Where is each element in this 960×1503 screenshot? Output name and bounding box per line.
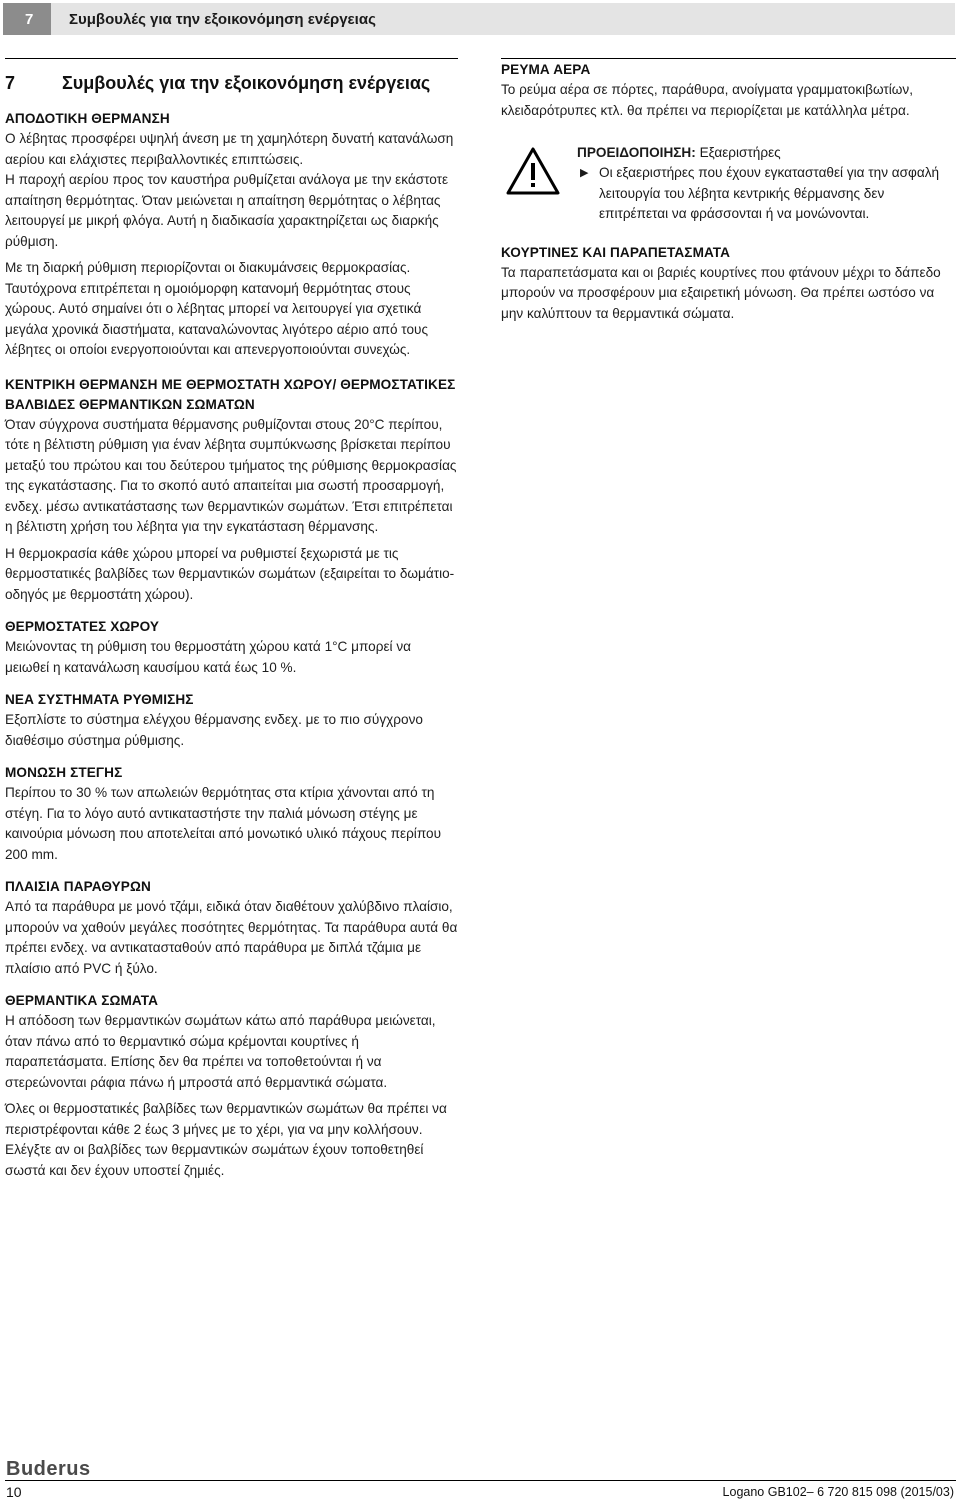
warning-content [577,143,956,225]
section-curtains [501,243,956,325]
right-column [501,58,956,324]
section-heading: ΘΕΡΜΑΝΤΙΚΑ ΣΩΜΑΤΑ [5,993,159,1008]
paragraph: Εξοπλίστε το σύστημα ελέγχου θέρμανσης ενδεχ. με το πιο σύγχρονο διαθέσιμο σύστημα ρύθμισης. [5,712,423,748]
header-chapter-number: 7 [3,3,51,35]
section-heading: ΡΕΥΜΑ ΑΕΡΑ [501,62,591,77]
section-efficient-heating [5,109,458,361]
paragraph: Όλες οι θερμοστατικές βαλβίδες των θερμαντικών σωμάτων θα πρέπει να περιστρέφονται κάθε 2 έως 3 μήνες με το χέρι, για να μην κολλήσουν. [5,1101,447,1137]
paragraph: Το ρεύμα αέρα σε πόρτες, παράθυρα, ανοίγματα γραμματοκιβωτίων, κλειδαρότρυπες κτλ. θα πρέπει να περιορίζεται με κατάλληλα μέτρα. [501,82,913,118]
warning-label: ΠΡΟΕΙΔΟΠΟΙΗΣΗ: [577,145,696,160]
triangle-bullet-icon: ▶ [580,167,589,179]
paragraph: Τα παραπετάσματα και οι βαριές κουρτίνες που φτάνουν μέχρι το δάπεδο μπορούν να προσφέρουν μια εξαιρετική μόνωση. Θα πρέπει ωστόσο να μην καλύπτουν τα θερμαντικά σώματα. [501,264,941,321]
section-window-frames [5,877,458,979]
warning-item [577,163,956,225]
section-heading: ΚΕΝΤΡΙΚΗ ΘΕΡΜΑΝΣΗ ΜΕ ΘΕΡΜΟΣΤΑΤΗ ΧΩΡΟΥ/ ΘΕΡΜΟΣΤΑΤΙΚΕΣ ΒΑΛΒΙΔΕΣ ΘΕΡΜΑΝΤΙΚΩΝ ΣΩΜΑΤΩΝ [5,376,456,412]
section-new-control-systems [5,690,458,751]
paragraph: Με τη διαρκή ρύθμιση περιορίζονται οι διακυμάνσεις θερμοκρασίας. Ταυτόχρονα επιτρέπεται η ομοιόμορφη κατανομή θερμότητας στους χώρους. Αυτό σημαίνει ότι ο λέβητας μπορεί να λειτουργεί για σχετικά μεγάλα χρονικά διαστήματα, καταναλώνοντας λιγότερο αέριο από τους λέβητες οι οποίοι ενεργοποιούνται και απενεργοποιούνται συνεχώς. [5,260,429,357]
section-airflow [501,60,956,121]
section-radiators [5,991,458,1181]
document-id: Logano GB102– 6 720 815 098 (2015/03) [722,1485,954,1499]
warning-block [501,143,956,225]
section-roof-insulation [5,763,458,865]
warning-title [577,143,956,163]
paragraph: Μειώνοντας τη ρύθμιση του θερμοστάτη χώρου κατά 1°C μπορεί να μειωθεί η κατανάλωση καυσίμου κατά έως 10 %. [5,639,411,675]
header-chapter-title: Συμβουλές για την εξοικονόμηση ενέργειας [51,3,955,35]
paragraph: Η θερμοκρασία κάθε χώρου μπορεί να ρυθμιστεί ξεχωριστά με τις θερμοστατικές βαλβίδες των θερμαντικών σωμάτων (εξαιρείται το δωμάτιο-οδηγός με θερμοστάτη χώρου). [5,545,455,602]
paragraph: Ελέγξτε αν οι βαλβίδες των θερμαντικών σωμάτων έχουν τοποθετηθεί σωστά και δεν έχουν υποστεί ζημιές. [5,1142,424,1178]
paragraph: Η παροχή αερίου προς τον καυστήρα ρυθμίζεται ανάλογα με την εκάστοτε απαίτηση θερμότητας. Όταν μειώνεται η απαίτηση θερμότητας ο λέβητας λειτουργεί με μικρή φλόγα. Αυτή η διαδικασία χαρακτηρίζεται ως διαρκής ρύθμιση. [5,172,449,249]
chapter-number: 7 [5,73,16,93]
section-heading: ΠΛΑΙΣΙΑ ΠΑΡΑΘΥΡΩΝ [5,879,151,894]
chapter-heading [5,73,458,94]
paragraph: Από τα παράθυρα με μονό τζάμι, ειδικά όταν διαθέτουν χαλύβδινο πλαίσιο, μπορούν να χαθούν μεγάλες ποσότητες θερμότητας. Τα παράθυρα αυτά θα πρέπει ενδεχ. να αντικατασταθούν από παράθυρα με διπλά τζάμια με πλαίσιο από PVC ή ξύλο. [5,899,458,976]
warning-item-text: Οι εξαεριστήρες που έχουν εγκατασταθεί για την ασφαλή λειτουργία του λέβητα κεντρικής θέρμανσης δεν επιτρέπεται να φράσσονται ή να μονώνονται. [599,165,940,221]
page-header [3,3,955,35]
column-divider [5,58,458,59]
section-heading: ΝΕΑ ΣΥΣΤΗΜΑΤΑ ΡΥΘΜΙΣΗΣ [5,692,194,707]
paragraph: Περίπου το 30 % των απωλειών θερμότητας στα κτίρια χάνονται από τη στέγη. Για το λόγο αυτό αντικαταστήστε την παλιά μόνωση στέγης με καινούρια μόνωση που αποτελείται από μονωτικό υλικό πάχους περίπου 200 mm. [5,785,442,862]
brand-logo: Buderus [6,1458,91,1480]
column-divider [501,58,956,59]
paragraph: Ο λέβητας προσφέρει υψηλή άνεση με τη χαμηλότερη δυνατή κατανάλωση αερίου και ελάχιστες περιβαλλοντικές επιπτώσεις. [5,131,454,167]
chapter-title: Συμβουλές για την εξοικονόμηση ενέργειας [62,73,431,93]
section-heading: ΜΟΝΩΣΗ ΣΤΕΓΗΣ [5,765,123,780]
section-room-thermostats [5,617,458,678]
left-column [5,58,458,1181]
paragraph: Όταν σύγχρονα συστήματα θέρμανσης ρυθμίζονται στους 20°C περίπου, τότε η βέλτιστη ρύθμιση για έναν λέβητα συμπύκνωσης βρίσκεται περίπου μεταξύ του πρώτου και του δεύτερου τμήματος της ρύθμισης θερμοκρασίας της εγκατάστασης. Για το σκοπό αυτό απαιτείται μια σωστή προσαρμογή, ενδεχ. μέσω αντικατάστασης των θερμαντικών σωμάτων. Έτσι επιτρέπεται η βέλτιστη χρήση του λέβητα για την εγκατάσταση θέρμανσης. [5,416,457,534]
warning-triangle-icon [501,143,577,225]
section-heading: ΑΠΟΔΟΤΙΚΗ ΘΕΡΜΑΝΣΗ [5,111,170,126]
paragraph: Η απόδοση των θερμαντικών σωμάτων κάτω από παράθυρα μειώνεται, όταν πάνω από το θερμαντικό σώμα κρέμονται κουρτίνες ή παραπετάσματα. Επίσης δεν θα πρέπει να τοποθετούνται ή να στερεώνονται ράφια πάνω ή μπροστά από θερμαντικά σώματα. [5,1013,436,1090]
section-heading: ΚΟΥΡΤΙΝΕΣ ΚΑΙ ΠΑΡΑΠΕΤΑΣΜΑΤΑ [501,244,731,260]
section-central-heating [5,375,458,606]
warning-subject: Εξαεριστήρες [699,145,781,160]
section-heading: ΘΕΡΜΟΣΤΑΤΕΣ ΧΩΡΟΥ [5,619,160,634]
footer-divider [5,1480,956,1481]
page-number: 10 [6,1484,22,1500]
